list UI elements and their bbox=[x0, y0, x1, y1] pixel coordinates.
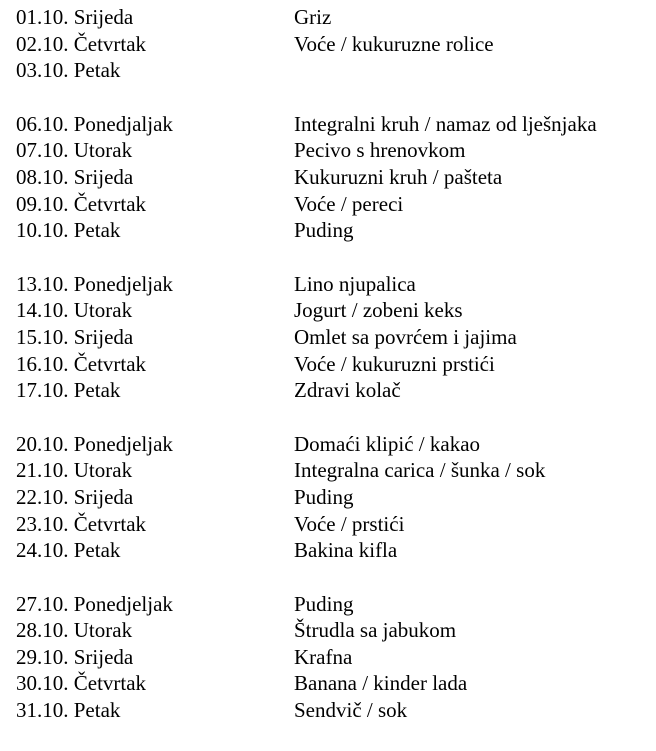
schedule-row bbox=[16, 297, 646, 324]
schedule-row bbox=[16, 351, 646, 378]
week-block bbox=[16, 431, 646, 564]
meal-label: Voće / prstići bbox=[294, 511, 405, 536]
day-label: 31.10. Petak bbox=[16, 698, 121, 723]
meal-label: Štrudla sa jabukom bbox=[294, 618, 457, 643]
schedule-row bbox=[16, 670, 646, 697]
schedule-row bbox=[16, 457, 646, 484]
day-label: 23.10. Četvrtak bbox=[16, 511, 147, 536]
meal-label: Puding bbox=[294, 591, 354, 616]
day-label: 02.10. Četvrtak bbox=[16, 31, 147, 56]
meal-label: Domaći klipić / kakao bbox=[294, 431, 481, 456]
meal-label: Banana / kinder lada bbox=[294, 671, 468, 696]
meal-label: Voće / kukuruzne rolice bbox=[294, 31, 494, 56]
week-block bbox=[16, 111, 646, 244]
schedule-row bbox=[16, 137, 646, 164]
meal-label: Pecivo s hrenovkom bbox=[294, 138, 466, 163]
schedule-row bbox=[16, 484, 646, 511]
day-label: 16.10. Četvrtak bbox=[16, 351, 147, 376]
day-label: 15.10. Srijeda bbox=[16, 324, 134, 349]
meal-label: Puding bbox=[294, 218, 354, 243]
schedule-row bbox=[16, 697, 646, 724]
day-label: 13.10. Ponedjeljak bbox=[16, 271, 173, 296]
schedule-row bbox=[16, 617, 646, 644]
schedule-row bbox=[16, 537, 646, 564]
day-label: 21.10. Utorak bbox=[16, 458, 133, 483]
day-label: 29.10. Srijeda bbox=[16, 644, 134, 669]
schedule-row bbox=[16, 431, 646, 458]
day-label: 09.10. Četvrtak bbox=[16, 191, 147, 216]
meal-label: Voće / kukuruzni prstići bbox=[294, 351, 495, 376]
meal-label: Griz bbox=[294, 5, 332, 29]
day-label: 17.10. Petak bbox=[16, 378, 121, 403]
schedule-row bbox=[16, 164, 646, 191]
week-block bbox=[16, 271, 646, 404]
day-label: 30.10. Četvrtak bbox=[16, 671, 147, 696]
meal-label bbox=[294, 57, 646, 84]
schedule-row bbox=[16, 57, 646, 84]
week-block bbox=[16, 591, 646, 724]
schedule-row bbox=[16, 111, 646, 138]
day-label: 14.10. Utorak bbox=[16, 298, 133, 323]
day-label: 06.10. Ponedjaljak bbox=[16, 111, 173, 136]
week-block bbox=[16, 4, 646, 84]
schedule-row bbox=[16, 644, 646, 671]
day-label: 07.10. Utorak bbox=[16, 138, 133, 163]
meal-label: Krafna bbox=[294, 644, 353, 669]
day-label: 28.10. Utorak bbox=[16, 618, 133, 643]
schedule-row bbox=[16, 4, 646, 31]
meal-label: Integralni kruh / namaz od lješnjaka bbox=[294, 111, 597, 136]
day-label: 27.10. Ponedjeljak bbox=[16, 591, 173, 616]
day-label: 03.10. Petak bbox=[16, 58, 121, 83]
schedule-row bbox=[16, 191, 646, 218]
schedule-row bbox=[16, 324, 646, 351]
meal-label: Sendvič / sok bbox=[294, 698, 408, 723]
meal-label: Lino njupalica bbox=[294, 271, 416, 296]
schedule-row bbox=[16, 31, 646, 58]
meal-label: Integralna carica / šunka / sok bbox=[294, 458, 546, 483]
day-label: 22.10. Srijeda bbox=[16, 484, 134, 509]
day-label: 10.10. Petak bbox=[16, 218, 121, 243]
day-label: 08.10. Srijeda bbox=[16, 164, 134, 189]
meal-label: Kukuruzni kruh / pašteta bbox=[294, 164, 503, 189]
day-label: 20.10. Ponedjeljak bbox=[16, 431, 173, 456]
meal-label: Zdravi kolač bbox=[294, 378, 401, 403]
schedule-row bbox=[16, 377, 646, 404]
schedule-row bbox=[16, 591, 646, 618]
meal-label: Voće / pereci bbox=[294, 191, 404, 216]
day-label: 01.10. Srijeda bbox=[16, 5, 134, 29]
meal-schedule bbox=[16, 4, 646, 751]
meal-label: Puding bbox=[294, 484, 354, 509]
meal-label: Omlet sa povrćem i jajima bbox=[294, 324, 517, 349]
meal-label: Jogurt / zobeni keks bbox=[294, 298, 463, 323]
meal-label: Bakina kifla bbox=[294, 538, 398, 563]
day-label: 24.10. Petak bbox=[16, 538, 121, 563]
schedule-row bbox=[16, 511, 646, 538]
schedule-row bbox=[16, 271, 646, 298]
schedule-row bbox=[16, 217, 646, 244]
